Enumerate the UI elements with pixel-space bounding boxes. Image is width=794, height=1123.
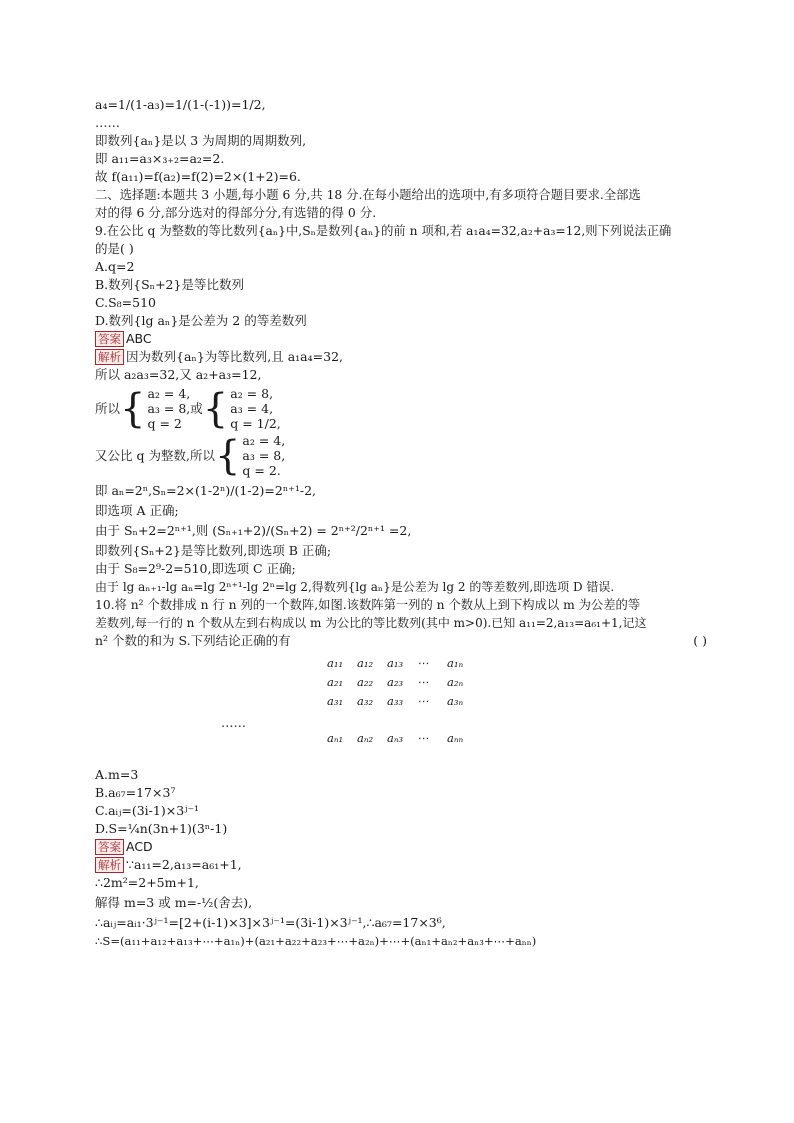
matrix-cell: ⋯	[417, 694, 429, 708]
analysis-text: 所以 a₂a₃=32,又 a₂+a₃=12,	[95, 367, 262, 382]
equation-system-row	[95, 386, 707, 431]
matrix-row	[327, 654, 707, 673]
question-stem: 的是( )	[95, 241, 134, 256]
analysis-text: 又公比 q 为整数,所以	[95, 447, 215, 463]
brace-icon: {	[120, 385, 146, 432]
answer-value: ABC	[126, 331, 152, 346]
matrix-cell: a₂ₙ	[447, 675, 464, 689]
answer-value: ACD	[126, 839, 153, 854]
equation: q = 2	[147, 416, 182, 431]
option-a: A.q=2	[95, 259, 135, 274]
matrix-cell: a₃₁	[327, 694, 344, 708]
text-line: 故 f(a₁₁)=f(a₂)=f(2)=2×(1+2)=6.	[95, 169, 301, 184]
matrix-cell: aₙₙ	[447, 731, 464, 745]
question-stem: 10.将 n² 个数排成 n 行 n 列的一个数阵,如图.该数阵第一列的 n 个数从上到下构成以 m 为公差的等	[95, 598, 641, 612]
equation: a₃ = 8,	[242, 448, 286, 463]
question-10	[95, 596, 707, 950]
analysis-text: 或	[190, 400, 203, 416]
equation: a₂ = 8,	[230, 386, 274, 401]
question-stem: 9.在公比 q 为整数的等比数列{aₙ}中,Sₙ是数列{aₙ}的前 n 项和,若 a₁a₄=32,a₂+a₃=12,则下列说法正确	[95, 224, 672, 238]
answer-tag: 答案	[95, 839, 124, 855]
analysis-text: ∴aᵢⱼ=aᵢ₁·3ʲ⁻¹=[2+(i-1)×3]×3ʲ⁻¹=(3i-1)×3ʲ⁻¹,∴a₆₇=17×3⁶,	[95, 915, 446, 930]
analysis-text: 由于 Sₙ+2=2ⁿ⁺¹,则 (Sₙ₊₁+2)/(Sₙ+2) = 2ⁿ⁺²/2ⁿ⁺¹ =2,	[95, 523, 412, 538]
analysis-line	[95, 856, 707, 874]
matrix-cell: a₁₃	[387, 656, 404, 670]
answer-tag: 答案	[95, 331, 124, 347]
analysis-tag: 解析	[95, 857, 124, 873]
equation: q = 1/2,	[230, 416, 281, 431]
brace-icon: {	[202, 385, 229, 432]
question-stem	[95, 632, 707, 650]
text-line: ……	[95, 115, 120, 130]
matrix-cell: a₃₃	[387, 694, 404, 708]
option-c: C.aᵢⱼ=(3i-1)×3ʲ⁻¹	[95, 803, 200, 818]
option-b: B.a₆₇=17×3⁷	[95, 785, 176, 800]
analysis-text: 所以	[95, 400, 121, 416]
number-array-figure	[95, 654, 707, 748]
answer-paren: ( )	[693, 633, 707, 648]
matrix-cell: aₙ₃	[387, 731, 404, 745]
analysis-text: 解得 m=3 或 m=-½(舍去),	[95, 895, 253, 910]
matrix-cell: ⋯	[417, 731, 429, 745]
brace-icon: {	[214, 432, 241, 479]
section-heading: 对的得 6 分,部分选对的得部分分,有选错的得 0 分.	[95, 205, 377, 220]
question-stem-text: n² 个数的和为 S.下列结论正确的有	[95, 633, 291, 648]
option-b: B.数列{Sₙ+2}是等比数列	[95, 277, 244, 292]
option-d: D.数列{lg aₙ}是公差为 2 的等差数列	[95, 313, 307, 328]
equation: a₂ = 4,	[242, 433, 286, 448]
matrix-gap	[327, 711, 707, 729]
matrix-cell: a₂₁	[327, 675, 344, 689]
text-line: a₄=1/(1-a₃)=1/(1-(-1))=1/2,	[95, 97, 266, 112]
question-stem: 差数列,每一行的 n 个数从左到右构成以 m 为公比的等比数列(其中 m>0).已知 a₁₁=2,a₁₃=a₆₁+1,记这	[95, 616, 647, 630]
equation: a₃ = 4,	[230, 401, 274, 416]
matrix-row	[327, 729, 707, 748]
matrix-cell: a₂₂	[357, 675, 374, 689]
equation-system	[230, 386, 281, 431]
answer-line	[95, 330, 707, 348]
text-line: 即 a₁₁=a₃×₃₊₂=a₂=2.	[95, 151, 225, 166]
analysis-text: 即选项 A 正确;	[95, 503, 179, 518]
matrix-cell: a₁ₙ	[447, 656, 464, 670]
matrix-cell: a₁₂	[357, 656, 374, 670]
equation: a₃ = 8,	[147, 401, 191, 416]
section-heading: 二、选择题:本题共 3 小题,每小题 6 分,共 18 分.在每小题给出的选项中,有多项符合题目要求.全部选	[95, 188, 641, 202]
analysis-text: 由于 lg aₙ₊₁-lg aₙ=lg 2ⁿ⁺¹-lg 2ⁿ=lg 2,得数列{lg aₙ}是公差为 lg 2 的等差数列,即选项 D 错误.	[95, 580, 615, 594]
matrix-cell: aₙ₂	[357, 731, 374, 745]
matrix-cell: a₃ₙ	[447, 694, 464, 708]
matrix-cell: ⋯	[417, 656, 429, 670]
analysis-line	[95, 348, 707, 366]
analysis-text: ∴S=(a₁₁+a₁₂+a₁₃+⋯+a₁ₙ)+(a₂₁+a₂₂+a₂₃+⋯+a₂ₙ)+⋯+(aₙ₁+aₙ₂+aₙ₃+⋯+aₙₙ)	[95, 934, 537, 948]
option-c: C.S₈=510	[95, 295, 156, 310]
matrix-row	[327, 692, 707, 711]
analysis-text: 即数列{Sₙ+2}是等比数列,即选项 B 正确;	[95, 543, 332, 558]
equation-system	[242, 433, 285, 478]
analysis-text: 由于 S₈=2⁹-2=510,即选项 C 正确;	[95, 561, 296, 576]
analysis-text: 因为数列{aₙ}为等比数列,且 a₁a₄=32,	[126, 349, 343, 364]
matrix-ellipsis: ……	[221, 715, 246, 730]
matrix-cell: a₃₂	[357, 694, 374, 708]
matrix-cell: a₁₁	[327, 656, 344, 670]
matrix-cell: ⋯	[417, 675, 429, 689]
matrix-cell: aₙ₁	[327, 731, 344, 745]
equation-system	[147, 386, 190, 431]
option-d: D.S=¼n(3n+1)(3ⁿ-1)	[95, 821, 228, 836]
option-a: A.m=3	[95, 767, 139, 782]
analysis-text: ∴2m²=2+5m+1,	[95, 875, 199, 890]
matrix-cell: a₂₃	[387, 675, 404, 689]
equation: a₂ = 4,	[147, 386, 191, 401]
question-9	[95, 222, 707, 596]
number-array	[327, 654, 707, 748]
equation: q = 2.	[242, 463, 281, 478]
answer-line	[95, 838, 707, 856]
analysis-text: 即 aₙ=2ⁿ,Sₙ=2×(1-2ⁿ)/(1-2)=2ⁿ⁺¹-2,	[95, 483, 316, 498]
text-line: 即数列{aₙ}是以 3 为周期的周期数列,	[95, 133, 307, 148]
document-body	[95, 96, 707, 950]
equation-system-row	[95, 433, 707, 478]
analysis-text: ∵a₁₁=2,a₁₃=a₆₁+1,	[126, 857, 242, 872]
matrix-row	[327, 673, 707, 692]
analysis-tag: 解析	[95, 349, 124, 365]
